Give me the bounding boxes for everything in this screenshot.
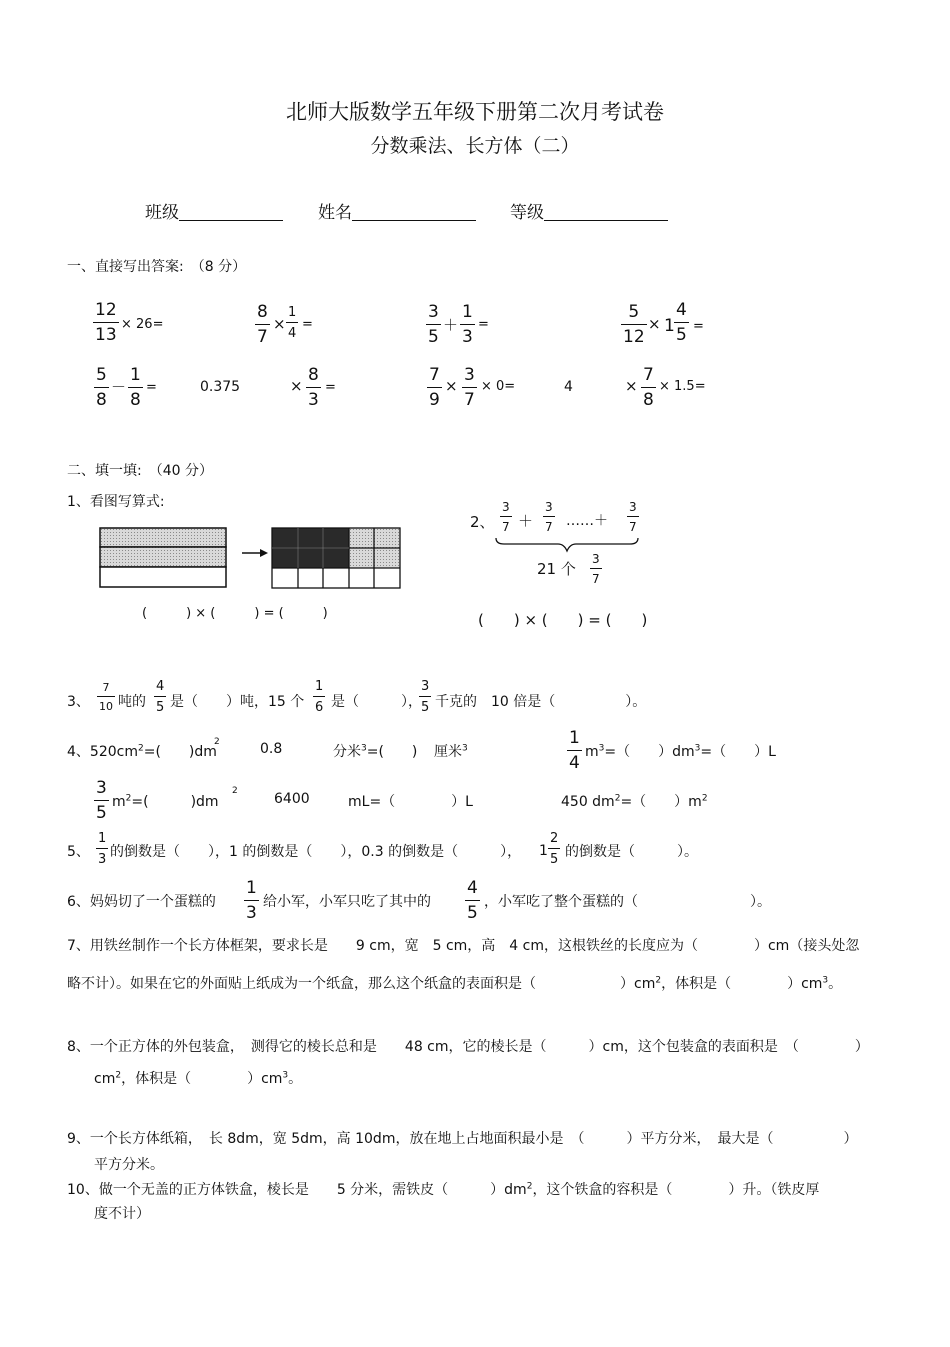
section1-title: 一、直接写出答案: bbox=[67, 259, 184, 275]
q2-ellipsis: ……＋ bbox=[566, 513, 608, 529]
whole-number: 1 bbox=[539, 843, 548, 859]
fraction: 1 3 bbox=[462, 302, 473, 347]
fraction: 3 5 bbox=[428, 302, 439, 347]
q3-text: 是（ ）， bbox=[331, 694, 422, 710]
operator-text: × 26= bbox=[121, 317, 164, 332]
times-sign: × bbox=[625, 377, 638, 395]
q2-answer-blanks[interactable]: ( ) × ( ) = ( ) bbox=[478, 611, 648, 629]
section2-heading bbox=[67, 460, 213, 480]
minus-sign: － bbox=[111, 378, 127, 396]
whole-number: 1 bbox=[664, 316, 675, 336]
q3-text: 吨的 bbox=[118, 694, 146, 710]
fraction: 7 10 bbox=[99, 681, 113, 713]
fraction: 1 3 bbox=[246, 878, 257, 923]
q4-ml-conversion: mL=（ ）L bbox=[348, 794, 473, 810]
fraction: 4 5 bbox=[676, 300, 687, 345]
q4-dm3: 分米$^3$=( ) bbox=[333, 743, 418, 760]
grade-field bbox=[510, 198, 668, 223]
page-subtitle: 分数乘法、长方体（二） bbox=[370, 135, 580, 157]
fraction: 1 3 bbox=[98, 831, 107, 867]
class-field bbox=[145, 198, 283, 223]
q1-label: 1、看图写算式: bbox=[67, 494, 165, 510]
plus-sign: ＋ bbox=[443, 316, 459, 334]
fraction: 2 5 bbox=[550, 831, 559, 867]
section1-heading bbox=[67, 256, 246, 276]
q1-answer-blanks[interactable]: ( ) × ( ) = ( ) bbox=[142, 606, 328, 621]
fraction: 3 7 bbox=[502, 500, 510, 534]
q4-cm3: 厘米$^3$ bbox=[434, 743, 468, 760]
name-blank[interactable] bbox=[352, 204, 476, 221]
fraction: 1 6 bbox=[315, 679, 324, 715]
fraction: 4 5 bbox=[467, 878, 478, 923]
fraction: 3 7 bbox=[629, 500, 637, 534]
equals-sign: = bbox=[693, 319, 704, 334]
equals-sign: = bbox=[478, 317, 489, 332]
q4-value: 0.8 bbox=[260, 741, 283, 757]
fraction: 1 4 bbox=[569, 728, 580, 773]
fraction: 1 8 bbox=[130, 365, 141, 410]
times-sign: × bbox=[445, 377, 458, 395]
equals-sign: = bbox=[325, 380, 336, 395]
integer-number: 4 bbox=[564, 379, 573, 395]
name-field bbox=[318, 198, 476, 223]
fraction: 3 7 bbox=[545, 500, 553, 534]
q3-text: 千克的 10 倍是（ ）。 bbox=[435, 694, 647, 710]
name-label: 姓名 bbox=[318, 203, 352, 223]
page-title: 北师大版数学五年级下册第二次月考试卷 bbox=[286, 100, 664, 124]
q1-right-grid bbox=[272, 528, 400, 588]
brace-icon bbox=[494, 537, 640, 553]
times-sign: × bbox=[648, 315, 661, 333]
q3-number: 3、 bbox=[67, 694, 90, 710]
q2-count: 21 个 bbox=[537, 560, 576, 578]
q5-number: 5、 bbox=[67, 844, 90, 860]
superscript: 2 bbox=[214, 737, 220, 747]
decimal-number: 0.375 bbox=[200, 379, 241, 395]
q2-label: 2、 bbox=[470, 513, 495, 531]
q5-text: 的倒数是（ ）。 bbox=[565, 844, 698, 860]
fraction: 7 8 bbox=[643, 365, 654, 410]
q10-line2: 度不计） bbox=[94, 1206, 150, 1222]
times-sign: × bbox=[290, 377, 303, 395]
q8-line1: 8、一个正方体的外包装盒， 测得它的棱长总和是 48 cm，它的棱长是（ ）cm，这个包装盒的表面积是 （ ） bbox=[67, 1039, 869, 1055]
fraction: 3 7 bbox=[592, 552, 600, 586]
grade-blank[interactable] bbox=[544, 204, 668, 221]
q9-line1: 9、一个长方体纸箱， 长 8dm，宽 5dm，高 10dm，放在地上占地面积最小是 （ ）平方分米， 最大是（ ） bbox=[67, 1131, 858, 1147]
fraction: 5 12 bbox=[623, 302, 645, 347]
operator-text: × 0= bbox=[481, 379, 516, 394]
q7-line2: 略不计）。如果在它的外面贴上纸成为一个纸盒，那么这个纸盒的表面积是（ ）$cm^2$，体积是（ ）$cm^3$。 bbox=[67, 975, 843, 992]
times-sign: × bbox=[273, 315, 286, 333]
class-blank[interactable] bbox=[179, 204, 283, 221]
operator-text: × 1.5= bbox=[659, 379, 706, 394]
fraction: 4 5 bbox=[156, 679, 165, 715]
section2-title: 二、填一填: bbox=[67, 463, 142, 479]
q4-m3-conversion: $m^3=$（ ）$dm^3=$（ ）L bbox=[585, 743, 776, 760]
fraction: 3 7 bbox=[464, 365, 475, 410]
q7-line1: 7、用铁丝制作一个长方体框架，要求长是 9 cm，宽 5 cm，高 4 cm，这根铁丝的长度应为（ ）cm（接头处忽 bbox=[67, 938, 860, 954]
equals-sign: = bbox=[302, 317, 313, 332]
fraction: 8 7 bbox=[257, 302, 268, 347]
q9-line2: 平方分米。 bbox=[94, 1157, 164, 1173]
q4-value: 6400 bbox=[274, 791, 310, 807]
fraction: 7 9 bbox=[429, 365, 440, 410]
q1-figure bbox=[98, 526, 403, 590]
superscript: 2 bbox=[232, 786, 238, 796]
q4-m2-conversion: $m^2=$( )dm bbox=[112, 793, 219, 810]
section1-points: （8 分） bbox=[197, 259, 247, 275]
grade-label: 等级 bbox=[510, 203, 544, 223]
fraction: 5 8 bbox=[96, 365, 107, 410]
equals-sign: = bbox=[146, 380, 157, 395]
class-label: 班级 bbox=[145, 203, 179, 223]
q5-text: 的倒数是（ ），1 的倒数是（ ），0.3 的倒数是（ ）， bbox=[110, 844, 522, 860]
fraction: 3 5 bbox=[96, 778, 107, 823]
fraction: 12 13 bbox=[95, 300, 117, 345]
section2-points: （40 分） bbox=[155, 463, 213, 479]
fraction: 3 5 bbox=[421, 679, 430, 715]
q4-dm2-conversion: 450 $dm^2=$（ ）$m^2$ bbox=[561, 793, 708, 810]
plus-sign: ＋ bbox=[518, 512, 534, 530]
q6-text: ，小军吃了整个蛋糕的（ ）。 bbox=[484, 894, 771, 910]
fraction: 1 4 bbox=[288, 305, 297, 341]
fraction: 8 3 bbox=[308, 365, 319, 410]
q8-line2: $cm^2$，体积是（ ）$cm^3$。 bbox=[94, 1070, 303, 1087]
q1-arrow bbox=[242, 549, 268, 557]
q1-left-rectangle bbox=[100, 528, 226, 587]
q6-text: 6、妈妈切了一个蛋糕的 bbox=[67, 894, 216, 910]
q6-text: 给小军，小军只吃了其中的 bbox=[263, 894, 431, 910]
q4-line1-left: 4、$520cm^2=$( )dm bbox=[67, 743, 217, 760]
q10-line1: 10、做一个无盖的正方体铁盒，棱长是 5 分米，需铁皮（ ）$dm^2$，这个铁盒的容积是（ ）升。（铁皮厚 bbox=[67, 1181, 820, 1198]
q3-text: 是（ ）吨，15 个 bbox=[170, 694, 305, 710]
